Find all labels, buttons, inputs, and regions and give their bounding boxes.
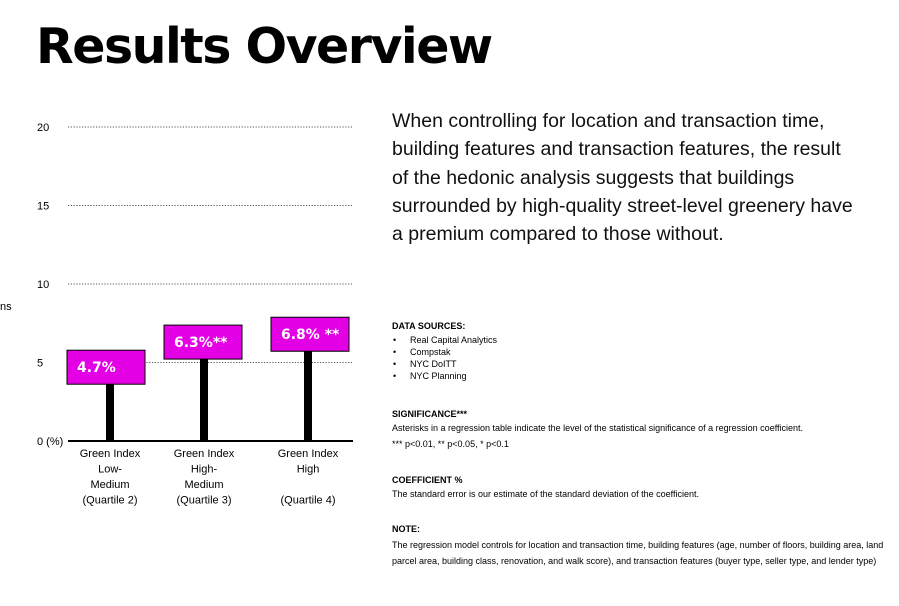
category-label: Medium xyxy=(90,479,130,491)
data-source-item: • NYC Planning xyxy=(392,370,892,382)
data-label: 4.7% xyxy=(77,360,116,377)
bar-chart xyxy=(0,0,380,520)
notes-panel xyxy=(392,320,892,566)
category-label: Green Index xyxy=(173,448,235,460)
category-label: Low- xyxy=(98,463,122,476)
lead-paragraph: When controlling for location and transaction time, building features and transaction features, the result of the hedonic analysis suggests that buildings surrounded by high-quality street-level greenery have a premium compared to those without. xyxy=(392,110,853,246)
page-title: Results Overview xyxy=(36,18,492,75)
coefficient-heading: COEFFICIENT % xyxy=(392,475,463,485)
category-label: (Quartile 4) xyxy=(280,494,336,507)
x-axis-categories xyxy=(80,448,339,507)
cut-off-axis-label: ns xyxy=(0,301,12,313)
data-source-item: • Compstak xyxy=(392,346,892,358)
significance-heading: SIGNIFICANCE*** xyxy=(392,409,468,419)
y-tick-label: 10 xyxy=(37,279,50,291)
y-axis-ticks xyxy=(37,122,63,448)
category-label: High xyxy=(296,463,320,476)
data-source-item: • Real Capital Analytics xyxy=(392,334,892,346)
category-label: Green Index xyxy=(277,448,339,460)
data-label: 6.3%** xyxy=(174,335,228,352)
y-tick-label: 0 (%) xyxy=(37,436,64,448)
significance-levels: *** p<0.01, ** p<0.05, * p<0.1 xyxy=(392,439,509,449)
coefficient-section xyxy=(392,474,699,500)
data-sources-section xyxy=(392,320,892,382)
category-label: Medium xyxy=(184,479,224,491)
category-label: High- xyxy=(190,463,218,476)
note-section xyxy=(392,521,892,569)
significance-text: Asterisks in a regression table indicate the level of the statistical significance of a regression coefficient. xyxy=(392,423,804,433)
data-label: 6.8% ** xyxy=(281,327,340,344)
note-heading: NOTE: xyxy=(392,524,420,534)
y-tick-label: 15 xyxy=(37,200,50,213)
category-label: Green Index xyxy=(79,448,141,460)
coefficient-text: The standard error is our estimate of the standard deviation of the coefficient. xyxy=(392,489,700,499)
significance-section xyxy=(392,408,803,450)
data-source-item: • NYC DoITT xyxy=(392,358,892,370)
data-sources-list xyxy=(392,334,892,382)
y-tick-label: 20 xyxy=(37,122,50,134)
note-text: The regression model controls for location and transaction time, building features (age, number of floors, building area, land parcel area, building class, renovation, and walk score), and transaction features (buyer type, seller type, and lender type) xyxy=(392,540,884,566)
category-label: (Quartile 2) xyxy=(82,494,138,507)
category-label: (Quartile 3) xyxy=(176,494,232,507)
data-sources-heading: DATA SOURCES: xyxy=(392,321,466,331)
bars xyxy=(67,317,349,441)
y-tick-label: 5 xyxy=(37,357,44,370)
